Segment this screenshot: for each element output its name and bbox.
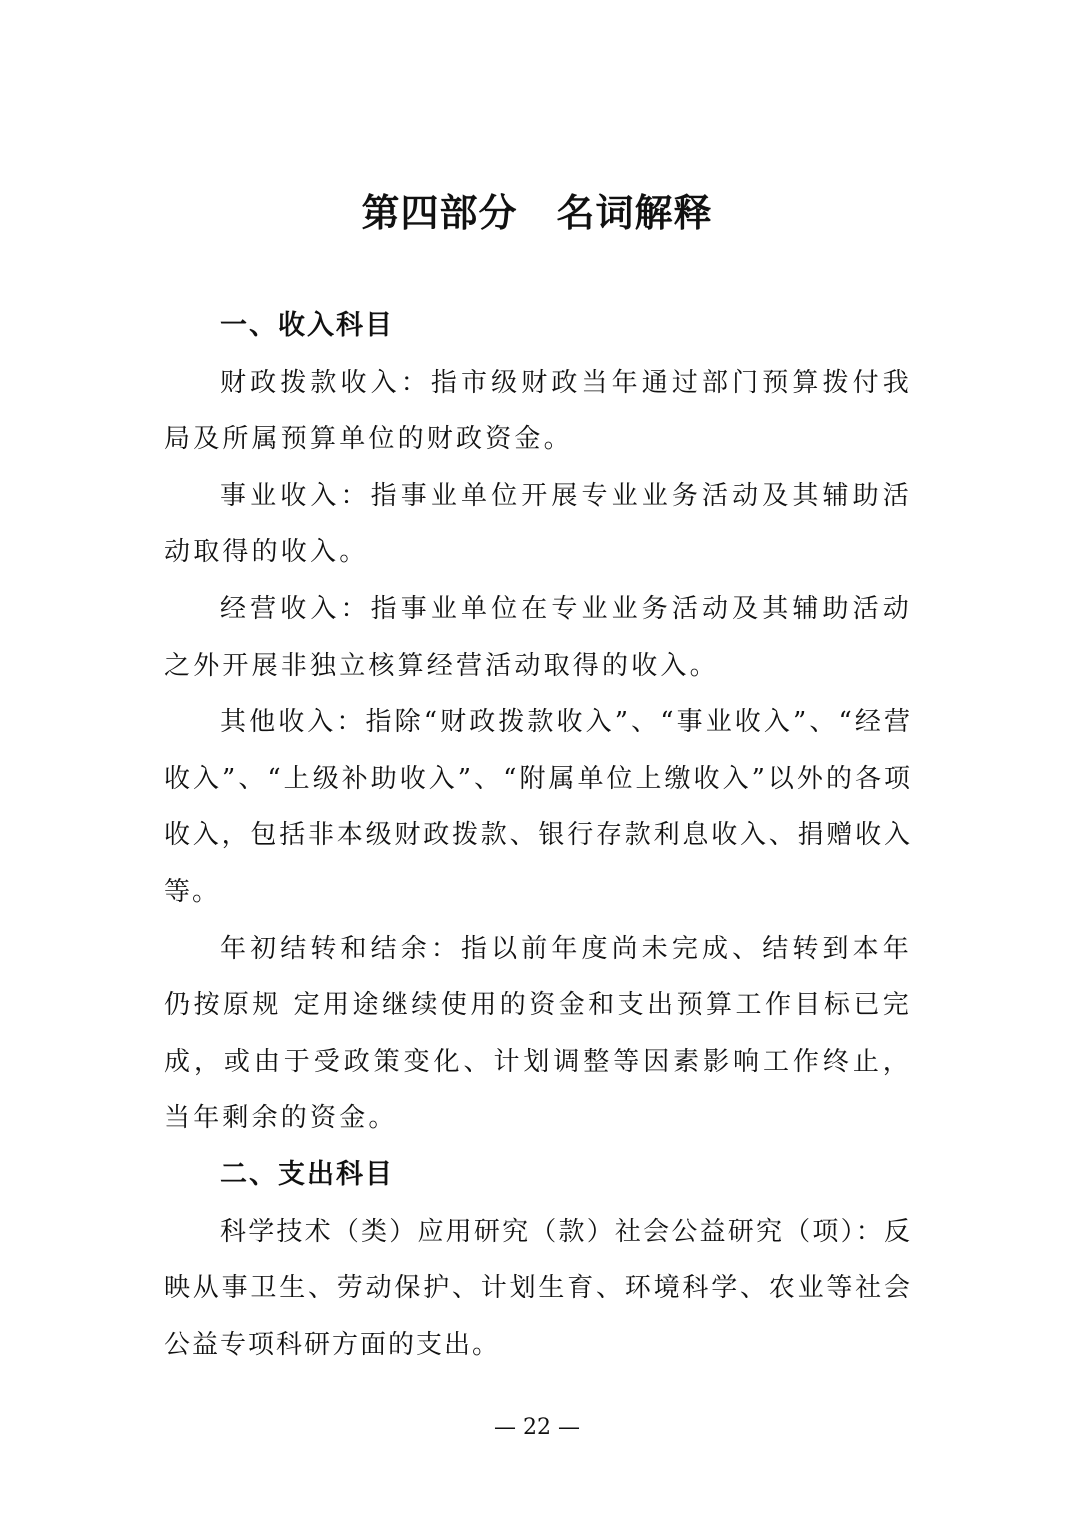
section-income (164, 298, 912, 1147)
paragraph-other-income: 其他收入：指除“财政拨款收入”、“事业收入”、“经营收入”、“上级补助收入”、“附属单位上缴收入”以外的各项收入，包括非本级财政拨款、银行存款利息收入、捐赠收入等。 (164, 707, 912, 907)
paragraph-fiscal-appropriation-income: 财政拨款收入：指市级财政当年通过部门预算拨付我局及所属预算单位的财政资金。 (164, 367, 912, 455)
paragraph-public-welfare-research: 科学技术（类）应用研究（款）社会公益研究（项）：反映从事卫生、劳动保护、计划生育、环境科学、农业等社会公益专项科研方面的支出。 (164, 1216, 912, 1360)
paragraph-business-income: 事业收入：指事业单位开展专业业务活动及其辅助活动取得的收入。 (164, 480, 912, 568)
document-body (164, 298, 912, 1373)
page-number: — 22 — (494, 1415, 580, 1440)
page-title: 第四部分 名词解释 (361, 191, 713, 235)
section-heading-income: 一、收入科目 (220, 310, 394, 341)
section-heading-expenditure: 二、支出科目 (220, 1158, 394, 1190)
paragraph-operating-income: 经营收入：指事业单位在专业业务活动及其辅助活动之外开展非独立核算经营活动取得的收入。 (164, 593, 912, 681)
paragraph-carryover-balance: 年初结转和结余：指以前年度尚未完成、结转到本年仍按原规 定用途继续使用的资金和支出预算工作目标已完成，或由于受政策变化、计划调整等因素影响工作终止，当年剩余的资金。 (164, 933, 912, 1134)
section-expenditure (164, 1147, 912, 1373)
